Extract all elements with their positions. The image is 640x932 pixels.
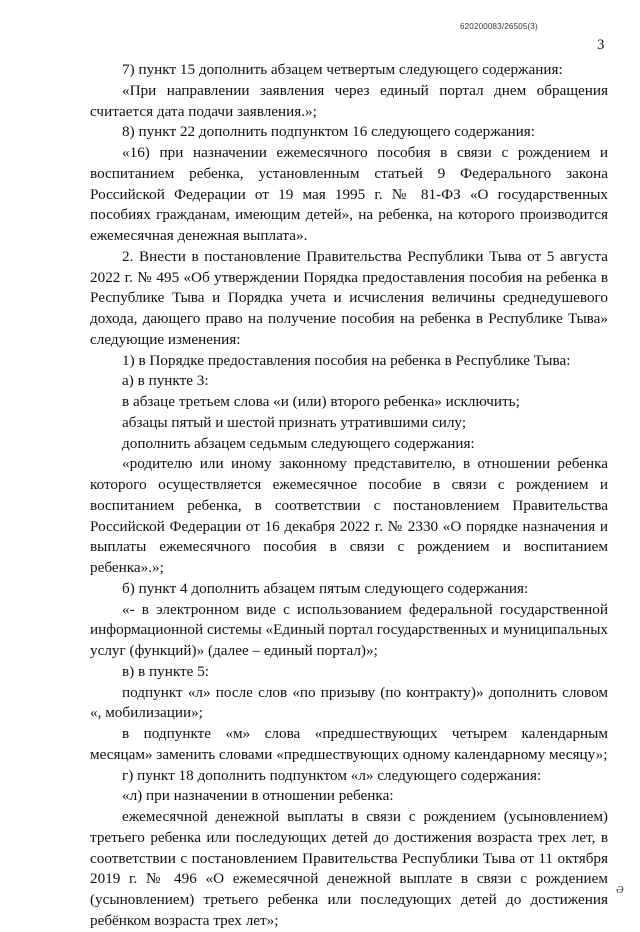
page-number: 3 xyxy=(597,37,605,53)
paragraph: в) в пункте 5: xyxy=(122,662,210,680)
paragraph: б) пункт 4 дополнить абзацем пятым следующего содержания: xyxy=(122,579,529,597)
paragraph: «л) при назначении в отношении ребенка: xyxy=(122,787,394,805)
paragraph: ежемесячной денежной выплаты в связи с рождением (усыновлением) третьего ребенка или последующих детей до достижения возраста трех лет, в соответствии с постановлением Правительства Республики Тыва от 11 октября 2019 г. № 496 «О ежемесячной денежной выплате в связи с рождением (усыновлением) третьего ребенка или последующих детей до достижения ребёнком возраста трех лет»; xyxy=(90,808,608,929)
paragraph: «родителю или иному законному представителю, в отношении ребенка которого осуществляется ежемесячное пособие в связи с рождением и воспитанием ребенка, в соответствии с постановлением Правительства Российской Федерации от 16 декабря 2022 г. № 2330 «О порядке назначения и выплаты ежемесячного пособия в связи с рождением и воспитанием ребенка».»; xyxy=(90,455,608,576)
paragraph: абзацы пятый и шестой признать утратившими силу; xyxy=(122,413,467,431)
paragraph: 1) в Порядке предоставления пособия на ребенка в Республике Тыва: xyxy=(122,351,571,369)
paragraph: «16) при назначении ежемесячного пособия в связи с рождением и воспитанием ребенка, установленным статьей 9 Федерального закона Российской Федерации от 19 мая 1995 г. № 81-ФЗ «О государственных пособиях гражданам, имеющим детей», на ребенка, на которого производится ежемесячная денежная выплата». xyxy=(90,144,608,244)
paragraph: подпункт «л» после слов «по призыву (по контракту)» дополнить словом «, мобилизации»; xyxy=(90,683,608,722)
paragraph: 2. Внести в постановление Правительства Республики Тыва от 5 августа 2022 г. № 495 «Об утверждении Порядка предоставления пособия на ребенка в Республике Тыва и Порядка учета и исчисления величины среднедушевого дохода, дающего право на получение пособия на ребенка в Республике Тыва» следующие изменения: xyxy=(90,247,608,348)
signature-mark: Ә xyxy=(616,884,624,896)
document-body xyxy=(90,60,608,932)
document-code: 620200083/26505(3) xyxy=(460,22,538,31)
paragraph: «- в электронном виде с использованием федеральной государственной информационной системы «Единый портал государственных и муниципальных услуг (функций)» (далее – единый портал)»; xyxy=(90,600,608,659)
paragraph: а) в пункте 3: xyxy=(122,372,209,390)
paragraph: «При направлении заявления через единый портал днем обращения считается дата подачи заявления.»; xyxy=(90,81,608,120)
paragraph: г) пункт 18 дополнить подпунктом «л» следующего содержания: xyxy=(122,766,542,784)
paragraph: в подпункте «м» слова «предшествующих четырем календарным месяцам» заменить словами «предшествующих одному календарному месяцу»; xyxy=(90,725,608,763)
paragraph: дополнить абзацем седьмым следующего содержания: xyxy=(122,434,475,452)
paragraph: 8) пункт 22 дополнить подпунктом 16 следующего содержания: xyxy=(122,123,535,141)
paragraph: 7) пункт 15 дополнить абзацем четвертым следующего содержания: xyxy=(122,61,563,78)
paragraph: в абзаце третьем слова «и (или) второго ребенка» исключить; xyxy=(122,393,520,410)
